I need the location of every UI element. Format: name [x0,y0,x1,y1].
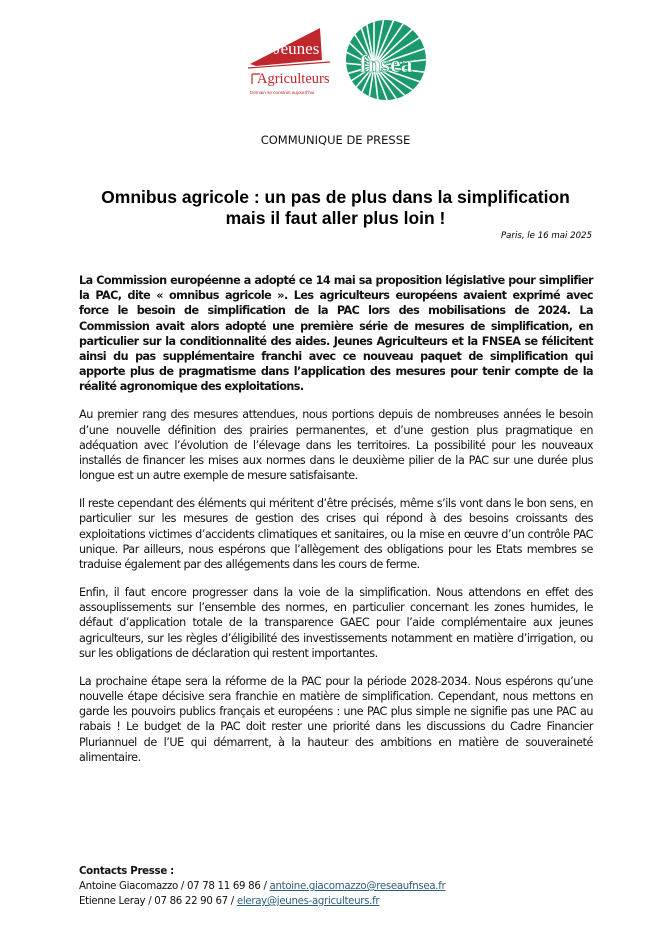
title-line-2: mais il faut aller plus loin ! [225,208,446,228]
body-paragraph: La prochaine étape sera la réforme de la PAC pour la période 2028-2034. Nous espérons qu’une nouvelle étape décisive sera franchie en matière de simplification. Cependant, nous mettons en garde les pouvoirs publics français et européens : une PAC plus simple ne signifie pas une PAC au rabais ! Le budget de la PAC doit rester une priorité dans les discussions du Cadre Financier Pluriannuel de l’UE qui démarrent, à la hauteur des ambitions en matière de souveraineté alimentaire. [79,674,593,764]
ja-logo-tagline: Demain se construit aujourd'hui [250,90,315,95]
fnsea-logo-text: fnsea [359,52,413,78]
ja-logo-line1: Jeunes [274,39,320,58]
title-line-1: Omnibus agricole : un pas de plus dans la simplification [101,187,570,207]
contact-name-phone: Etienne Leray / 07 86 22 90 67 / [79,896,237,907]
logo-header [246,18,436,103]
dateline: Paris, le 16 mai 2025 [500,231,592,241]
jeunes-agriculteurs-logo [246,22,338,102]
fnsea-logo [344,18,428,102]
press-contacts [79,864,445,909]
contacts-heading: Contacts Presse : [79,866,174,877]
body-paragraph: Il reste cependant des éléments qui méritent d’être précisés, même s’ils vont dans le bon sens, en particulier sur les mesures de gestion des crises qui répond à des besoins croissants des exploitations victimes d’accidents climatiques et sanitaires, ou la mise en œuvre d’un contrôle PAC unique. Par ailleurs, nous espérons que l’allègement des obligations pour les Etats membres se traduise également par des allégements dans les cours de ferme. [79,497,593,572]
contact-entry [79,894,445,909]
contact-entry [79,879,445,894]
body-paragraph: Au premier rang des mesures attendues, nous portions depuis de nombreuses années le besoin d’une nouvelle définition des prairies permanentes, et d’une gestion plus pragmatique en adéquation avec l’évolution de l’élevage dans les territoires. La possibilité pour les nouveaux installés de financer les mises aux normes dans le deuxième pilier de la PAC sur une durée plus longue est un autre exemple de mesure satisfaisante. [79,408,593,483]
contact-email-link[interactable]: antoine.giacomazzo@reseaufnsea.fr [269,881,446,892]
article-body [79,273,593,778]
page-title [60,187,611,229]
press-release-kicker: COMMUNIQUE DE PRESSE [260,133,411,147]
body-paragraph: Enfin, il faut encore progresser dans la voie de la simplification. Nous attendons en effet des assouplissements sur l’ensemble des normes, en particulier concernant les zones humides, le défaut d’application totale de la transparence GAEC pour l’aide complémentaire aux jeunes agriculteurs, sur les règles d’éligibilité des investissements notamment en matière d’irrigation, ou sur les obligations de déclaration qui restent importantes. [79,586,593,660]
ja-logo-line2: Agriculteurs [257,71,330,87]
contact-email-link[interactable]: eleray@jeunes-agriculteurs.fr [236,896,380,907]
lead-paragraph: La Commission européenne a adopté ce 14 mai sa proposition législative pour simplifier la PAC, dite « omnibus agricole ». Les agriculteurs européens avaient exprimé avec force le besoin de simplification de la PAC lors des mobilisations de 2024. La Commission avait alors adopté une première série de mesures de simplification, en particulier sur la conditionnalité des aides. Jeunes Agriculteurs et la FNSEA se félicitent ainsi du pas supplémentaire franchi avec ce nouveau paquet de simplification qui apporte plus de pragmatisme dans l’application des mesures pour tenir compte de la réalité agronomique des exploitations. [79,274,593,394]
contact-name-phone: Antoine Giacomazzo / 07 78 11 69 86 / [79,881,270,892]
